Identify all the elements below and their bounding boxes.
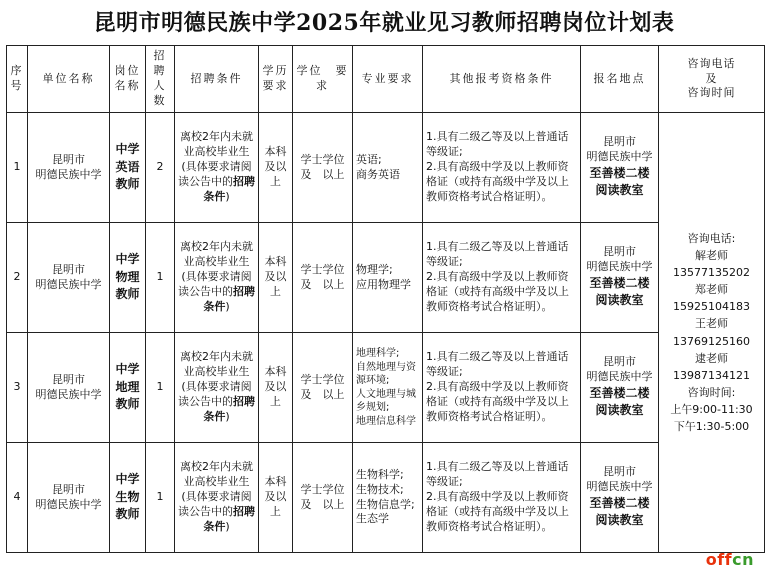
cond-bold: 招聘条件 [203, 394, 255, 423]
cell-other: 1.具有二级乙等及以上普通话等级证; 2.具有高级中学及以上教师资格证（或持有高级中学及以上教师资格考试合格证明）。 [423, 223, 581, 333]
cell-degree: 学士学位 及 以上 [293, 333, 353, 443]
cell-post: 中学 生物 教师 [110, 443, 146, 553]
cell-other: 1.具有二级乙等及以上普通话等级证; 2.具有高级中学及以上教师资格证（或持有高级中学及以上教师资格考试合格证明）。 [423, 443, 581, 553]
header-conditions: 招聘条件 [175, 46, 259, 113]
cell-post: 中学 地理 教师 [110, 333, 146, 443]
cell-unit: 昆明市 明德民族中学 [28, 333, 110, 443]
cond-bold: 招聘条件 [203, 174, 255, 203]
header-place: 报名地点 [581, 46, 659, 113]
cell-contact: 咨询电话: 解老师13577135202 郑老师15925104183 王老师13769125160 逮老师13987134121 咨询时间: 上午9:00-11:30 下午1:30-5:00 [659, 113, 765, 553]
header-degree: 学位 要 求 [293, 46, 353, 113]
cond-bold: 招聘条件 [203, 504, 255, 533]
cell-degree: 学士学位 及 以上 [293, 223, 353, 333]
cell-conditions [175, 333, 259, 443]
cell-unit: 昆明市 明德民族中学 [28, 223, 110, 333]
recruitment-table [6, 45, 765, 553]
cell-seq: 3 [7, 333, 28, 443]
cond-text: 离校2年内未就业高校毕业生(具体要求请阅读公告中的 [178, 350, 253, 408]
cell-count: 1 [146, 333, 175, 443]
header-seq: 序 号 [7, 46, 28, 113]
cell-edu: 本科 及以 上 [259, 443, 293, 553]
cell-major: 生物科学; 生物技术; 生物信息学; 生态学 [353, 443, 423, 553]
cell-count: 1 [146, 223, 175, 333]
cond-text: 离校2年内未就业高校毕业生(具体要求请阅读公告中的 [178, 460, 253, 518]
place-line1: 昆明市 明德民族中学 [586, 245, 653, 274]
header-major: 专业要求 [353, 46, 423, 113]
header-contact: 咨询电话 及 咨询时间 [659, 46, 765, 113]
cell-post: 中学 英语 教师 [110, 113, 146, 223]
cell-seq: 2 [7, 223, 28, 333]
place-line2: 至善楼二楼 阅读教室 [589, 495, 650, 528]
header-edu: 学历 要求 [259, 46, 293, 113]
table-row [7, 223, 765, 333]
cell-major: 物理学; 应用物理学 [353, 223, 423, 333]
cond-end: ) [225, 519, 230, 533]
header-count: 招聘 人数 [146, 46, 175, 113]
place-line2: 至善楼二楼 阅读教室 [589, 385, 650, 418]
cell-degree: 学士学位 及 以上 [293, 113, 353, 223]
cell-conditions [175, 223, 259, 333]
cell-unit: 昆明市 明德民族中学 [28, 113, 110, 223]
table-header-row [7, 46, 765, 113]
cond-bold: 招聘条件 [203, 284, 255, 313]
place-line2: 至善楼二楼 阅读教室 [589, 275, 650, 308]
cell-seq: 1 [7, 113, 28, 223]
cell-edu: 本科 及以 上 [259, 333, 293, 443]
cond-end: ) [225, 189, 230, 203]
cell-major: 英语; 商务英语 [353, 113, 423, 223]
cell-post: 中学 物理 教师 [110, 223, 146, 333]
place-line2: 至善楼二楼 阅读教室 [589, 165, 650, 198]
cell-other: 1.具有二级乙等及以上普通话等级证; 2.具有高级中学及以上教师资格证（或持有高级中学及以上教师资格考试合格证明）。 [423, 113, 581, 223]
cell-count: 2 [146, 113, 175, 223]
cell-place [581, 333, 659, 443]
header-unit: 单位名称 [28, 46, 110, 113]
cell-degree: 学士学位 及 以上 [293, 443, 353, 553]
place-line1: 昆明市 明德民族中学 [586, 355, 653, 384]
table-row [7, 113, 765, 223]
cell-count: 1 [146, 443, 175, 553]
cell-place [581, 223, 659, 333]
cond-end: ) [225, 299, 230, 313]
header-post: 岗位 名称 [110, 46, 146, 113]
cond-text: 离校2年内未就业高校毕业生(具体要求请阅读公告中的 [178, 240, 253, 298]
cell-edu: 本科 及以 上 [259, 113, 293, 223]
cell-edu: 本科 及以 上 [259, 223, 293, 333]
header-other: 其他报考资格条件 [423, 46, 581, 113]
cell-other: 1.具有二级乙等及以上普通话等级证; 2.具有高级中学及以上教师资格证（或持有高级中学及以上教师资格考试合格证明）。 [423, 333, 581, 443]
table-row [7, 443, 765, 553]
table-row [7, 333, 765, 443]
cell-place [581, 113, 659, 223]
cell-conditions [175, 443, 259, 553]
cell-place [581, 443, 659, 553]
cell-unit: 昆明市 明德民族中学 [28, 443, 110, 553]
cell-major: 地理科学; 自然地理与资源环境; 人文地理与城乡规划; 地理信息科学 [353, 333, 423, 443]
cond-text: 离校2年内未就业高校毕业生(具体要求请阅读公告中的 [178, 130, 253, 188]
place-line1: 昆明市 明德民族中学 [586, 135, 653, 164]
place-line1: 昆明市 明德民族中学 [586, 465, 653, 494]
cell-seq: 4 [7, 443, 28, 553]
cell-conditions [175, 113, 259, 223]
page-title: 昆明市明德民族中学2025年就业见习教师招聘岗位计划表 [93, 10, 675, 36]
cond-end: ) [225, 409, 230, 423]
watermark-logo: offcn [705, 550, 754, 569]
